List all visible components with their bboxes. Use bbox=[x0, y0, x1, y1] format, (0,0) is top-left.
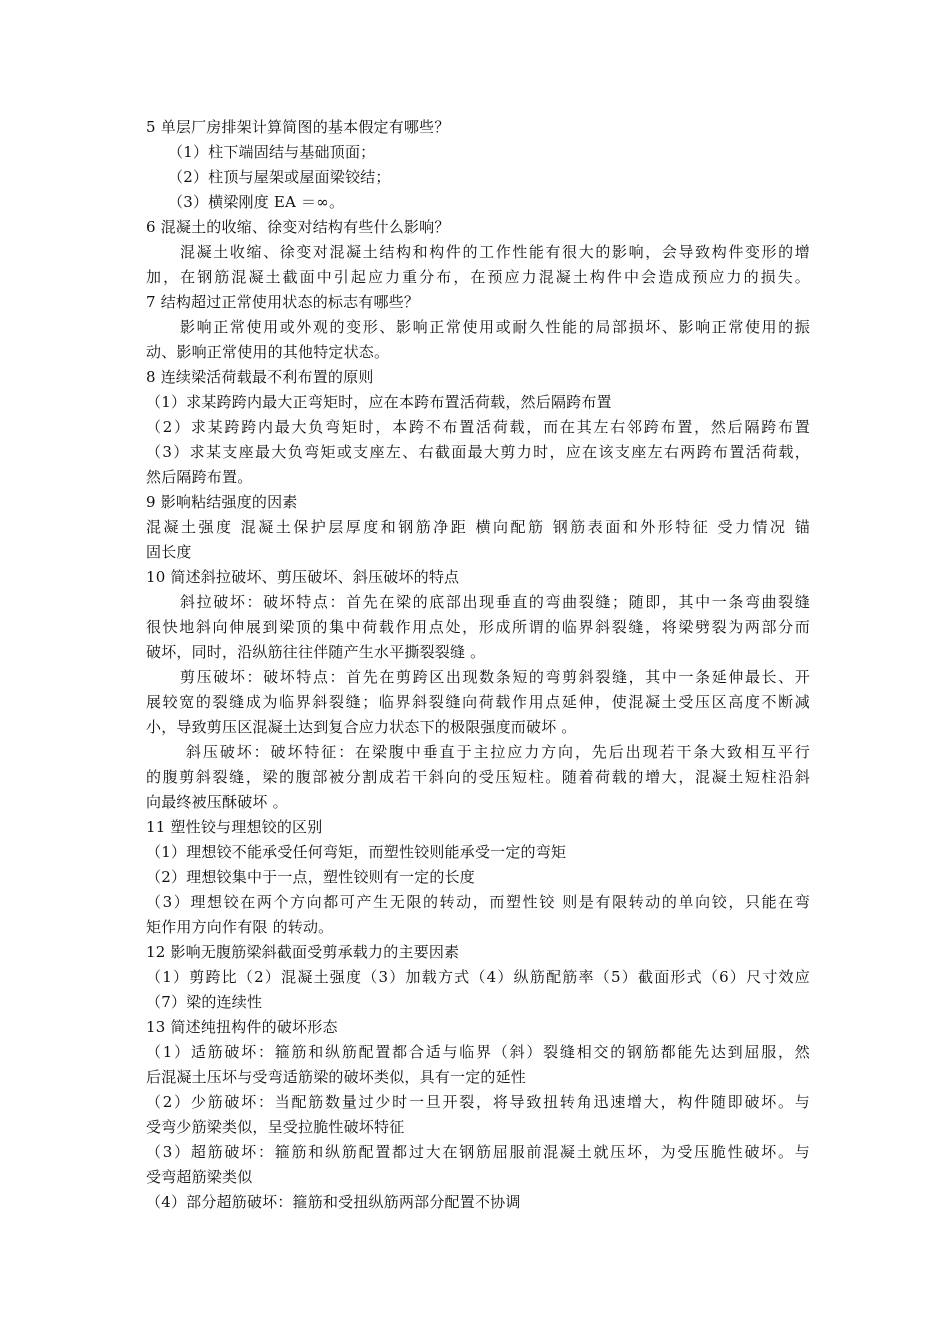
text-line: （1）柱下端固结与基础顶面； bbox=[168, 143, 376, 161]
text-line: 加，在钢筋混凝土截面中引起应力重分布，在预应力混凝土构件中会造成预应力的损失。 bbox=[146, 268, 810, 286]
text-line: （2）理想铰集中于一点，塑性铰则有一定的长度 bbox=[146, 868, 475, 886]
document-page bbox=[146, 115, 810, 1215]
text-line: （2）柱顶与屋架或屋面梁铰结； bbox=[168, 168, 391, 186]
question-heading: 7 结构超过正常使用状态的标志有哪些？ bbox=[146, 293, 420, 311]
text-line: （1）适筋破坏：箍筋和纵筋配置都合适与临界（斜）裂缝相交的钢筋都能先达到屈服，然 bbox=[146, 1043, 810, 1061]
text-line: 固长度 bbox=[146, 543, 192, 561]
text-line: （1）剪跨比（2）混凝土强度（3）加载方式（4）纵筋配筋率（5）截面形式（6）尺寸效应 bbox=[146, 968, 810, 986]
text-line: 影响正常使用或外观的变形、影响正常使用或耐久性能的局部损坏、影响正常使用的振 bbox=[180, 318, 810, 336]
text-line: （3）超筋破坏：箍筋和纵筋配置都过大在钢筋屈服前混凝土就压坏，为受压脆性破坏。与 bbox=[146, 1143, 810, 1161]
text-line: 混凝土收缩、徐变对混凝土结构和构件的工作性能有很大的影响，会导致构件变形的增 bbox=[180, 243, 810, 261]
text-line: 矩作用方向作有限 的转动。 bbox=[146, 918, 334, 936]
text-line: 后混凝土压坏与受弯适筋梁的破坏类似，具有一定的延性 bbox=[146, 1068, 527, 1086]
text-line: 剪压破坏：破坏特点：首先在剪跨区出现数条短的弯剪斜裂缝，其中一条延伸最长、开 bbox=[180, 668, 810, 686]
text-line: （7）梁的连续性 bbox=[146, 993, 263, 1011]
text-line: （1）求某跨跨内最大正弯矩时，应在本跨布置活荷载，然后隔跨布置 bbox=[146, 393, 612, 411]
text-line: 斜压破坏：破坏特征：在梁腹中垂直于主拉应力方向，先后出现若干条大致相互平行 bbox=[186, 743, 810, 761]
question-heading: 10 简述斜拉破坏、剪压破坏、斜压破坏的特点 bbox=[146, 568, 460, 586]
text-line: 的腹剪斜裂缝，梁的腹部被分割成若干斜向的受压短柱。随着荷载的增大，混凝土短柱沿斜 bbox=[146, 768, 810, 786]
text-line: 混凝土强度 混凝土保护层厚度和钢筋净距 横向配筋 钢筋表面和外形特征 受力情况 锚 bbox=[146, 518, 810, 536]
question-heading: 5 单层厂房排架计算简图的基本假定有哪些？ bbox=[146, 118, 450, 136]
text-line: 小，导致剪压区混凝土达到复合应力状态下的极限强度而破坏 。 bbox=[146, 718, 577, 736]
text-line: （3）理想铰在两个方向都可产生无限的转动，而塑性铰 则是有限转动的单向铰，只能在弯 bbox=[146, 893, 810, 911]
question-heading: 11 塑性铰与理想铰的区别 bbox=[146, 818, 323, 836]
text-line: （3）横梁刚度 EA ＝∞。 bbox=[168, 193, 345, 211]
text-line: 破坏，同时，沿纵筋往往伴随产生水平撕裂裂缝 。 bbox=[146, 643, 486, 661]
text-line: （3）求某支座最大负弯矩或支座左、右截面最大剪力时，应在该支座左右两跨布置活荷载， bbox=[146, 443, 810, 461]
text-line: 展较宽的裂缝成为临界斜裂缝；临界斜裂缝向荷载作用点延伸，使混凝土受压区高度不断减 bbox=[146, 693, 810, 711]
question-heading: 6 混凝土的收缩、徐变对结构有些什么影响？ bbox=[146, 218, 450, 236]
question-heading: 12 影响无腹筋梁斜截面受剪承载力的主要因素 bbox=[146, 943, 460, 961]
question-heading: 9 影响粘结强度的因素 bbox=[146, 493, 298, 511]
text-line: （1）理想铰不能承受任何弯矩，而塑性铰则能承受一定的弯矩 bbox=[146, 843, 567, 861]
text-line: 受弯少筋梁类似，呈受拉脆性破坏特征 bbox=[146, 1118, 405, 1136]
text-line: 受弯超筋梁类似 bbox=[146, 1168, 253, 1186]
question-heading: 13 简述纯扭构件的破坏形态 bbox=[146, 1018, 338, 1036]
text-line: 斜拉破坏：破坏特点：首先在梁的底部出现垂直的弯曲裂缝；随即，其中一条弯曲裂缝 bbox=[180, 593, 810, 611]
text-line: 很快地斜向伸展到梁顶的集中荷载作用点处，形成所谓的临界斜裂缝，将梁劈裂为两部分而 bbox=[146, 618, 810, 636]
question-heading: 8 连续梁活荷载最不利布置的原则 bbox=[146, 368, 374, 386]
text-line: 然后隔跨布置。 bbox=[146, 468, 253, 486]
text-line: （4）部分超筋破坏：箍筋和受扭纵筋两部分配置不协调 bbox=[146, 1193, 521, 1211]
text-line: 动、影响正常使用的其他特定状态。 bbox=[146, 343, 390, 361]
text-line: （2）少筋破坏：当配筋数量过少时一旦开裂，将导致扭转角迅速增大，构件随即破坏。与 bbox=[146, 1093, 810, 1111]
text-line: 向最终被压酥破坏 。 bbox=[146, 793, 288, 811]
text-line: （2）求某跨跨内最大负弯矩时，本跨不布置活荷载，而在其左右邻跨布置，然后隔跨布置 bbox=[146, 418, 810, 436]
